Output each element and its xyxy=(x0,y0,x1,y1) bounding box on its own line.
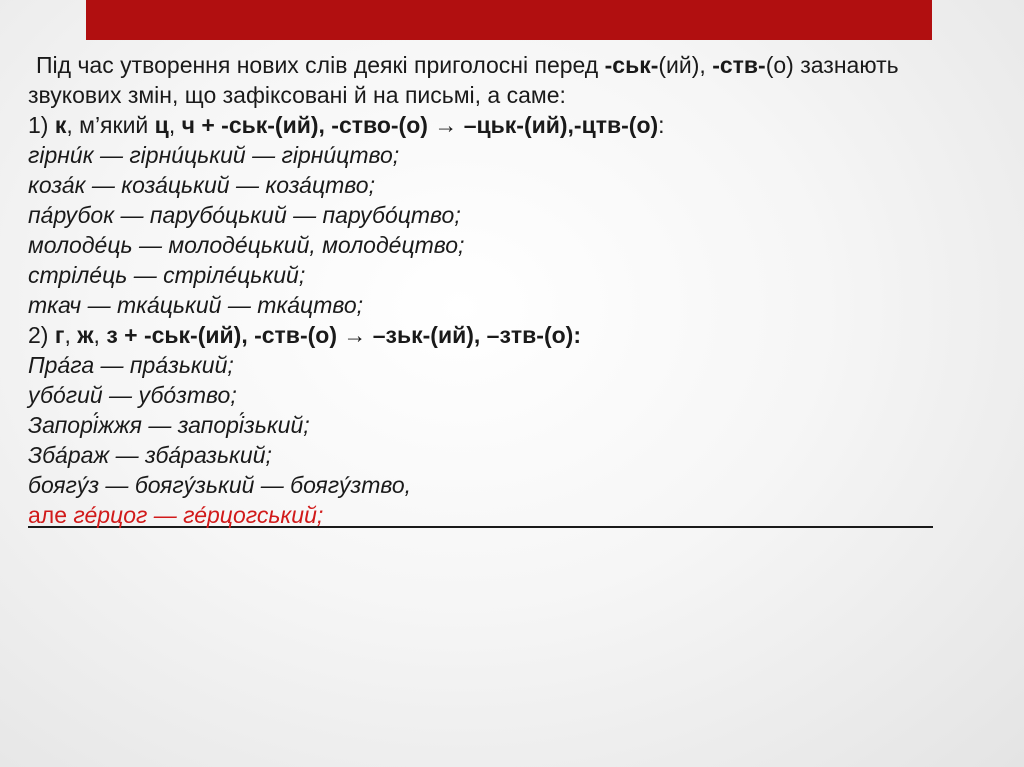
intro-paragraph xyxy=(28,50,994,110)
intro-text-1: Під час утворення нових слів деякі приголосні перед xyxy=(36,52,605,78)
suffix-sk: -ськ- xyxy=(604,52,659,78)
intro-text-3: (о) зазнають звукових змін, що зафіксовані й на письмі, а саме: xyxy=(28,52,899,108)
example-1: гірни́к — гірни́цький — гірни́цтво; xyxy=(28,142,400,168)
exception-example: ге́рцог — ге́рцогський; xyxy=(73,502,324,528)
rule-1-comma: , xyxy=(168,112,182,138)
rule-2-comma-2: , xyxy=(93,322,107,348)
rule-1-k: к xyxy=(54,112,67,138)
rule-1 xyxy=(28,110,994,140)
suffix-stv: -ств- xyxy=(712,52,766,78)
rule-1-formula: ч + -ськ-(ий), -ство-(о) → –цьк-(ий),-цтв-(о) xyxy=(181,112,659,138)
rule-2-number: 2) xyxy=(28,322,55,348)
example-3: па́рубок — парубо́цький — парубо́цтво; xyxy=(28,202,461,228)
example-9: Запорі́жжя — запорі́зький; xyxy=(28,412,310,438)
rule-2-comma-1: , xyxy=(64,322,78,348)
example-4: молоде́ць — молоде́цький, молоде́цтво; xyxy=(28,232,465,258)
example-11: боягу́з — боягу́зький — боягу́зтво, xyxy=(28,472,412,498)
title-bar-decoration xyxy=(86,0,932,40)
intro-text-2: (ий), xyxy=(658,52,713,78)
slide-content xyxy=(28,50,994,530)
example-6: ткач — тка́цький — тка́цтво; xyxy=(28,292,364,318)
rule-1-number: 1) xyxy=(28,112,55,138)
example-7: Пра́га — пра́зький; xyxy=(28,352,234,378)
example-8: убо́гий — убо́зтво; xyxy=(28,382,237,408)
rule-2-zh: ж xyxy=(77,322,94,348)
rule-1-ts: ц xyxy=(154,112,169,138)
example-2: коза́к — коза́цький — коза́цтво; xyxy=(28,172,375,198)
rule-1-colon: : xyxy=(658,112,665,138)
rule-2-g: г xyxy=(54,322,65,348)
rule-2-formula: з + -ськ-(ий), -ств-(о) → –зьк-(ий), –зтв-(о): xyxy=(106,322,581,348)
example-10: Зба́раж — зба́разький; xyxy=(28,442,272,468)
rule-2 xyxy=(28,320,994,350)
exception-lead: але xyxy=(28,502,74,528)
example-5: стріле́ць — стріле́цький; xyxy=(28,262,306,288)
exception-line xyxy=(28,500,994,530)
rule-1-text: , м’який xyxy=(66,112,155,138)
